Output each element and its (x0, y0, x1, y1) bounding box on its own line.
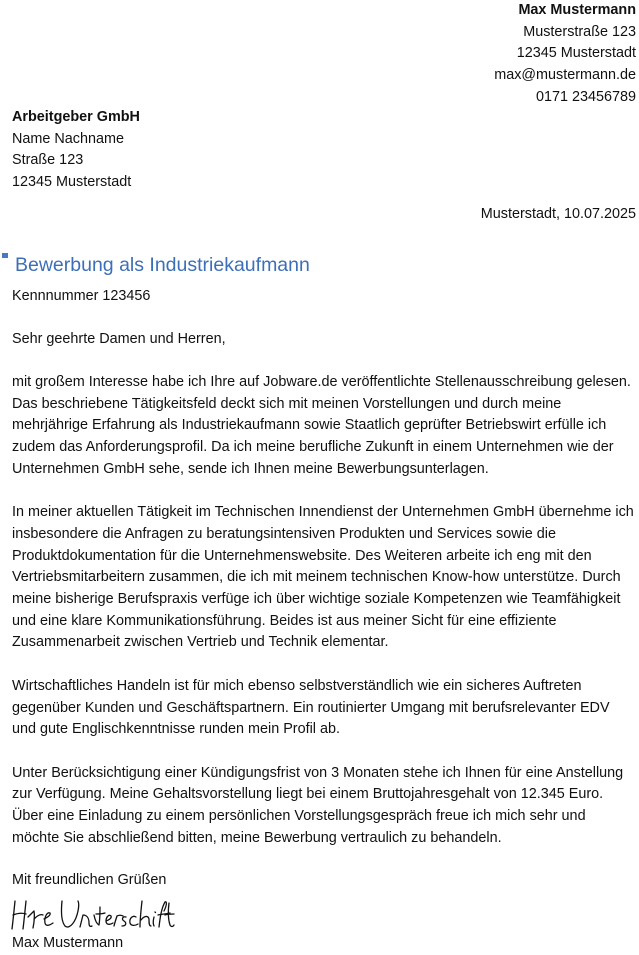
subject-marker-icon (2, 253, 8, 258)
recipient-block (12, 107, 140, 194)
recipient-city: 12345 Musterstadt (12, 174, 132, 191)
sender-city: 12345 Musterstadt (516, 45, 636, 62)
body-paragraph: mit großem Interesse habe ich Ihre auf Jobware.de veröffentlichte Stellenausschreibung gelesen. Das beschriebene Tätigkeitsfeld deckt sich mit meinen Vorstellungen und durch meine mehrjährige Erfahrung als Industriekaufmann sowie Staatlich geprüfter Betriebswirt erfülle ich zudem das Anforderungsprofil. Da ich meine berufliche Zukunft in einem Unternehmen wie der Unternehmen GmbH sehe, sende ich Ihnen meine Bewerbungsunterlagen. (12, 374, 631, 477)
sender-street: Musterstraße 123 (523, 23, 636, 40)
body-paragraph: In meiner aktuellen Tätigkeit im Technischen Innendienst der Unternehmen GmbH übernehme ich insbesondere die Anfragen zu beratungsintensiven Produkten und Services sowie die Produktdokumentation für die Unternehmenswebsite. Des Weiteren arbeite ich eng mit den Vertriebsmitarbeitern zusammen, die ich mit meinem technischen Know-how unterstütze. Durch meine bisherige Berufspraxis verfüge ich über wichtige soziale Kompetenzen wie Teamfähigkeit und eine klare Kommunikationsführung. Beides ist aus meiner Sicht für eine effiziente Zusammenarbeit zwischen Vertrieb und Technik elementar. (12, 504, 634, 651)
salutation: Sehr geehrte Damen und Herren, (12, 331, 226, 347)
handwritten-signature (10, 893, 175, 933)
reference-number: Kennnummer 123456 (12, 288, 151, 304)
signer-name: Max Mustermann (12, 935, 124, 951)
sender-phone: 0171 23456789 (535, 88, 636, 105)
signature-graphic (10, 893, 175, 933)
recipient-contact: Name Nachname (12, 130, 124, 147)
body-paragraph: Unter Berücksichtigung einer Kündigungsfrist von 3 Monaten stehe ich Ihnen für eine Anstellung zur Verfügung. Meine Gehaltsvorstellung liegt bei einem Bruttojahresgehalt von 12.345 Euro. Über eine Einladung zu einem persönlichen Vorstellungsgespräch freue ich mich sehr und möchte Sie abschließend bitten, meine Bewerbung vertraulich zu behandeln. (12, 764, 624, 846)
recipient-street: Straße 123 (12, 152, 84, 169)
body-paragraph: Wirtschaftliches Handeln ist für mich ebenso selbstverständlich wie ein sicheres Auftreten gegenüber Kunden und Geschäftspartnern. Ein routinierter Umgang mit berufsrelevanter EDV und gute Englischkenntnisse runden mein Profil ab. (12, 677, 610, 738)
sender-name: Max Mustermann (518, 2, 636, 18)
sender-email: max@mustermann.de (494, 67, 636, 84)
subject-title: Bewerbung als Industriekaufmann (15, 254, 310, 276)
sender-block (494, 0, 636, 109)
closing-phrase: Mit freundlichen Grüßen (12, 872, 167, 888)
recipient-company: Arbeitgeber GmbH (12, 109, 140, 125)
letter-date: Musterstadt, 10.07.2025 (480, 206, 636, 222)
letter-body (12, 372, 634, 871)
